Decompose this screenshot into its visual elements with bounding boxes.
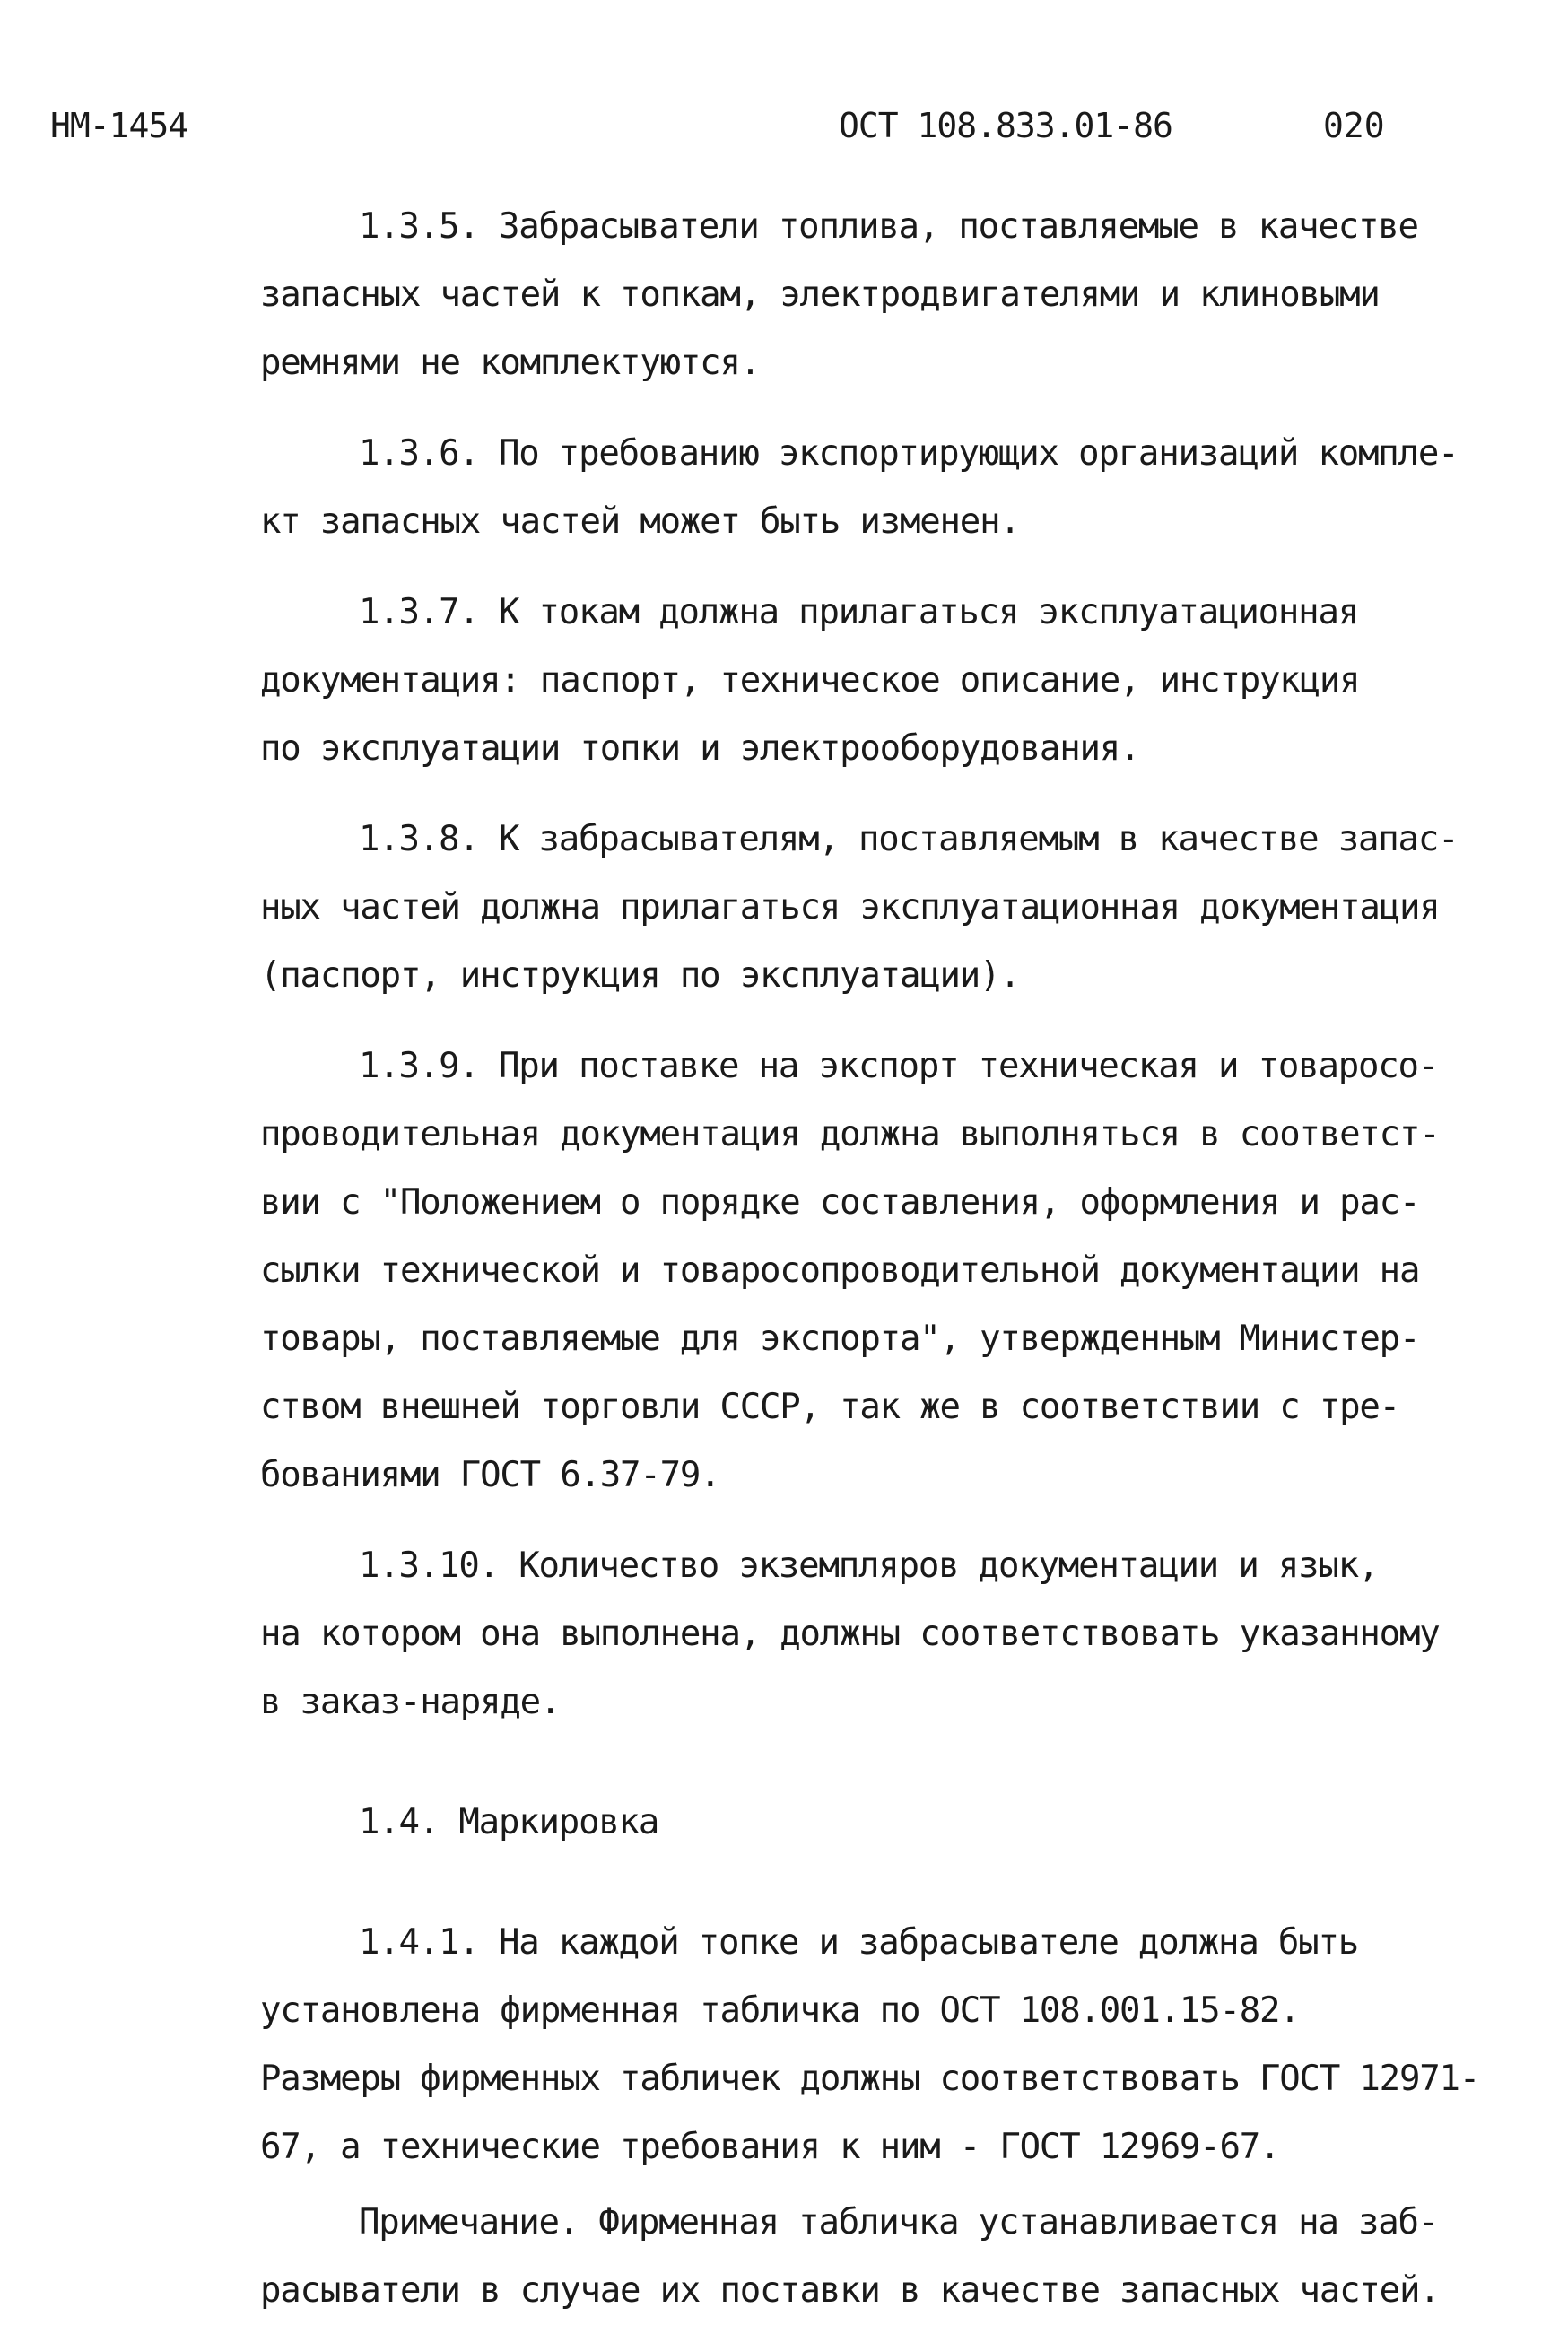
text-line: в заказ-наряде. xyxy=(260,1682,561,1722)
paragraph-1-3-7-cont xyxy=(260,647,1516,783)
text-line: документация: паспорт, техническое описание, инструкция xyxy=(260,660,1360,701)
paragraph-1-3-9-cont xyxy=(260,1101,1516,1510)
paragraph-1-4-1-cont xyxy=(260,1977,1516,2181)
text-line: вии с "Положением о порядке составления, оформления и рас- xyxy=(260,1182,1420,1223)
text-line: Размеры фирменных табличек должны соответствовать ГОСТ 12971- xyxy=(260,2059,1480,2099)
document-body xyxy=(260,193,1516,2325)
note-paragraph xyxy=(359,2189,1516,2257)
text-line: 1.3.6. По требованию экспортирующих организаций комплe- xyxy=(359,433,1459,474)
paragraph-1-3-7 xyxy=(359,579,1516,647)
text-line: 1.3.5. Забрасыватели топлива, поставляемые в качестве xyxy=(359,206,1418,247)
text-line: (паспорт, инструкция по эксплуатации). xyxy=(260,955,1020,996)
text-line: ных частей должна прилагаться эксплуатационная документация xyxy=(260,887,1440,927)
text-line: на котором она выполнена, должны соответствовать указанному xyxy=(260,1614,1440,1654)
text-line: 1.3.8. К забрасывателям, поставляемым в качестве запас- xyxy=(359,819,1459,859)
paragraph-1-3-5-cont xyxy=(260,261,1516,397)
text-line: кт запасных частей может быть изменен. xyxy=(260,501,1020,542)
standard-number: ОСТ 108.833.01-86 xyxy=(839,106,1172,145)
text-line: по эксплуатации топки и электрооборудования. xyxy=(260,728,1140,769)
paragraph-1-3-6 xyxy=(359,420,1516,488)
text-line: Примечание. Фирменная табличка устанавливается на заб- xyxy=(359,2202,1439,2242)
text-line: 1.4.1. На каждой топке и забрасывателе должна быть xyxy=(359,1922,1358,1963)
text-line: 1.3.10. Количество экземпляров документации и язык, xyxy=(359,1546,1379,1586)
note-paragraph-cont xyxy=(260,2257,1516,2325)
section-title: 1.4. Маркировка xyxy=(359,1802,659,1842)
paragraph-1-3-9 xyxy=(359,1032,1516,1101)
text-line: проводительная документация должна выполняться в соответст- xyxy=(260,1114,1440,1154)
text-line: товары, поставляемые для экспорта", утвержденным Министер- xyxy=(260,1319,1420,1359)
paragraph-1-3-6-cont xyxy=(260,488,1516,556)
text-line: 1.3.9. При поставке на экспорт техническая и товаросо- xyxy=(359,1046,1439,1086)
text-line: запасных частей к топкам, электродвигателями и клиновыми xyxy=(260,274,1380,315)
section-heading-1-4 xyxy=(359,1789,1516,1857)
paragraph-1-3-8-cont xyxy=(260,874,1516,1010)
text-line: установлена фирменная табличка по ОСТ 108.001.15-82. xyxy=(260,1990,1300,2031)
text-line: расыватели в случае их поставки в качестве запасных частей. xyxy=(260,2270,1440,2311)
text-line: 1.3.7. К токам должна прилагаться эксплуатационная xyxy=(359,592,1358,632)
page-number: 020 xyxy=(1323,106,1385,145)
paragraph-1-4-1 xyxy=(359,1909,1516,1977)
paragraph-1-3-10-cont xyxy=(260,1600,1516,1737)
text-line: сылки технической и товаросопроводительной документации на xyxy=(260,1250,1420,1291)
document-code: НМ-1454 xyxy=(50,106,188,145)
text-line: ремнями не комплектуются. xyxy=(260,343,760,383)
paragraph-1-3-5 xyxy=(359,193,1516,261)
text-line: 67, а технические требования к ним - ГОСТ 12969-67. xyxy=(260,2127,1280,2167)
paragraph-1-3-8 xyxy=(359,805,1516,874)
text-line: бованиями ГОСТ 6.37-79. xyxy=(260,1455,720,1495)
text-line: ством внешней торговли СССР, так же в соответствии с тре- xyxy=(260,1387,1399,1427)
paragraph-1-3-10 xyxy=(359,1532,1516,1600)
